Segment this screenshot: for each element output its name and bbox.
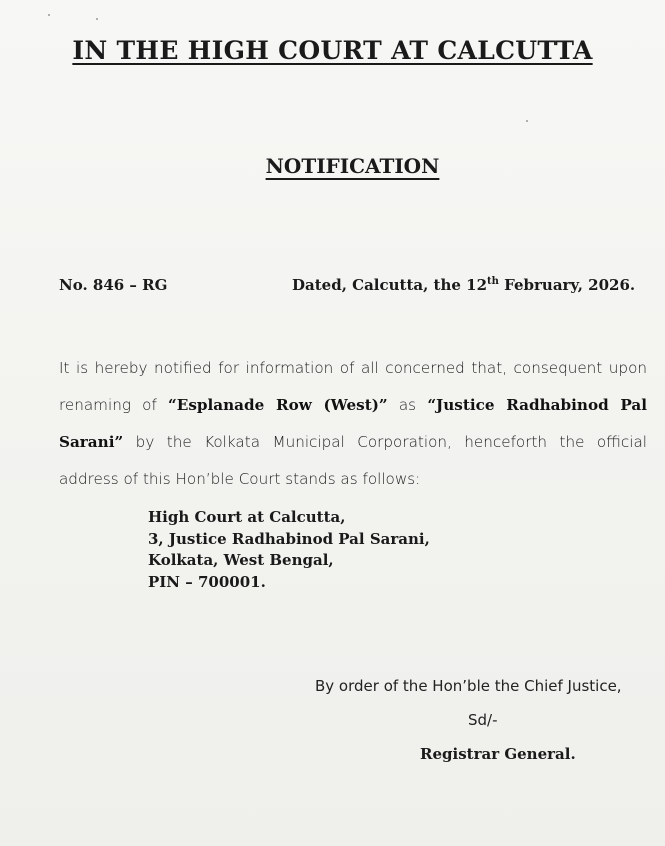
notification-title-text: NOTIFICATION bbox=[265, 154, 440, 178]
dated-sup: th bbox=[487, 276, 499, 287]
notification-body bbox=[59, 350, 647, 498]
body-part3: by the Kolkata Municipal Corporation, henceforth the official address of this Hon’ble Court stands as follows: bbox=[59, 433, 647, 488]
registrar-designation: Registrar General. bbox=[420, 745, 576, 763]
scan-speck bbox=[526, 120, 528, 122]
signed-mark: Sd/- bbox=[468, 711, 498, 729]
dated-suffix: February, 2026. bbox=[498, 276, 636, 294]
address-line: PIN – 700001. bbox=[148, 572, 266, 591]
new-street-name: “Justice Radhabinod Pal Sarani” bbox=[59, 396, 648, 451]
court-title bbox=[0, 36, 665, 65]
dated-prefix: Dated, Calcutta, the 12 bbox=[292, 276, 488, 294]
order-line: By order of the Hon’ble the Chief Justice, bbox=[315, 677, 622, 695]
address-line: High Court at Calcutta, bbox=[148, 508, 346, 526]
old-street-name: “Esplanade Row (West)” bbox=[168, 396, 388, 414]
scan-speck bbox=[96, 18, 98, 20]
address-line: 3, Justice Radhabinod Pal Sarani, bbox=[148, 529, 430, 548]
scan-speck bbox=[48, 14, 50, 16]
address-line: Kolkata, West Bengal, bbox=[148, 551, 334, 569]
court-title-text: IN THE HIGH COURT AT CALCUTTA bbox=[72, 36, 593, 65]
dated-line bbox=[292, 276, 635, 294]
body-part2: as bbox=[387, 396, 428, 414]
body-part1: It is hereby notified for information of all concerned that, consequent upon renaming of bbox=[59, 359, 647, 414]
court-address bbox=[148, 507, 430, 593]
notification-title bbox=[0, 154, 665, 178]
reference-number: No. 846 – RG bbox=[59, 276, 168, 294]
